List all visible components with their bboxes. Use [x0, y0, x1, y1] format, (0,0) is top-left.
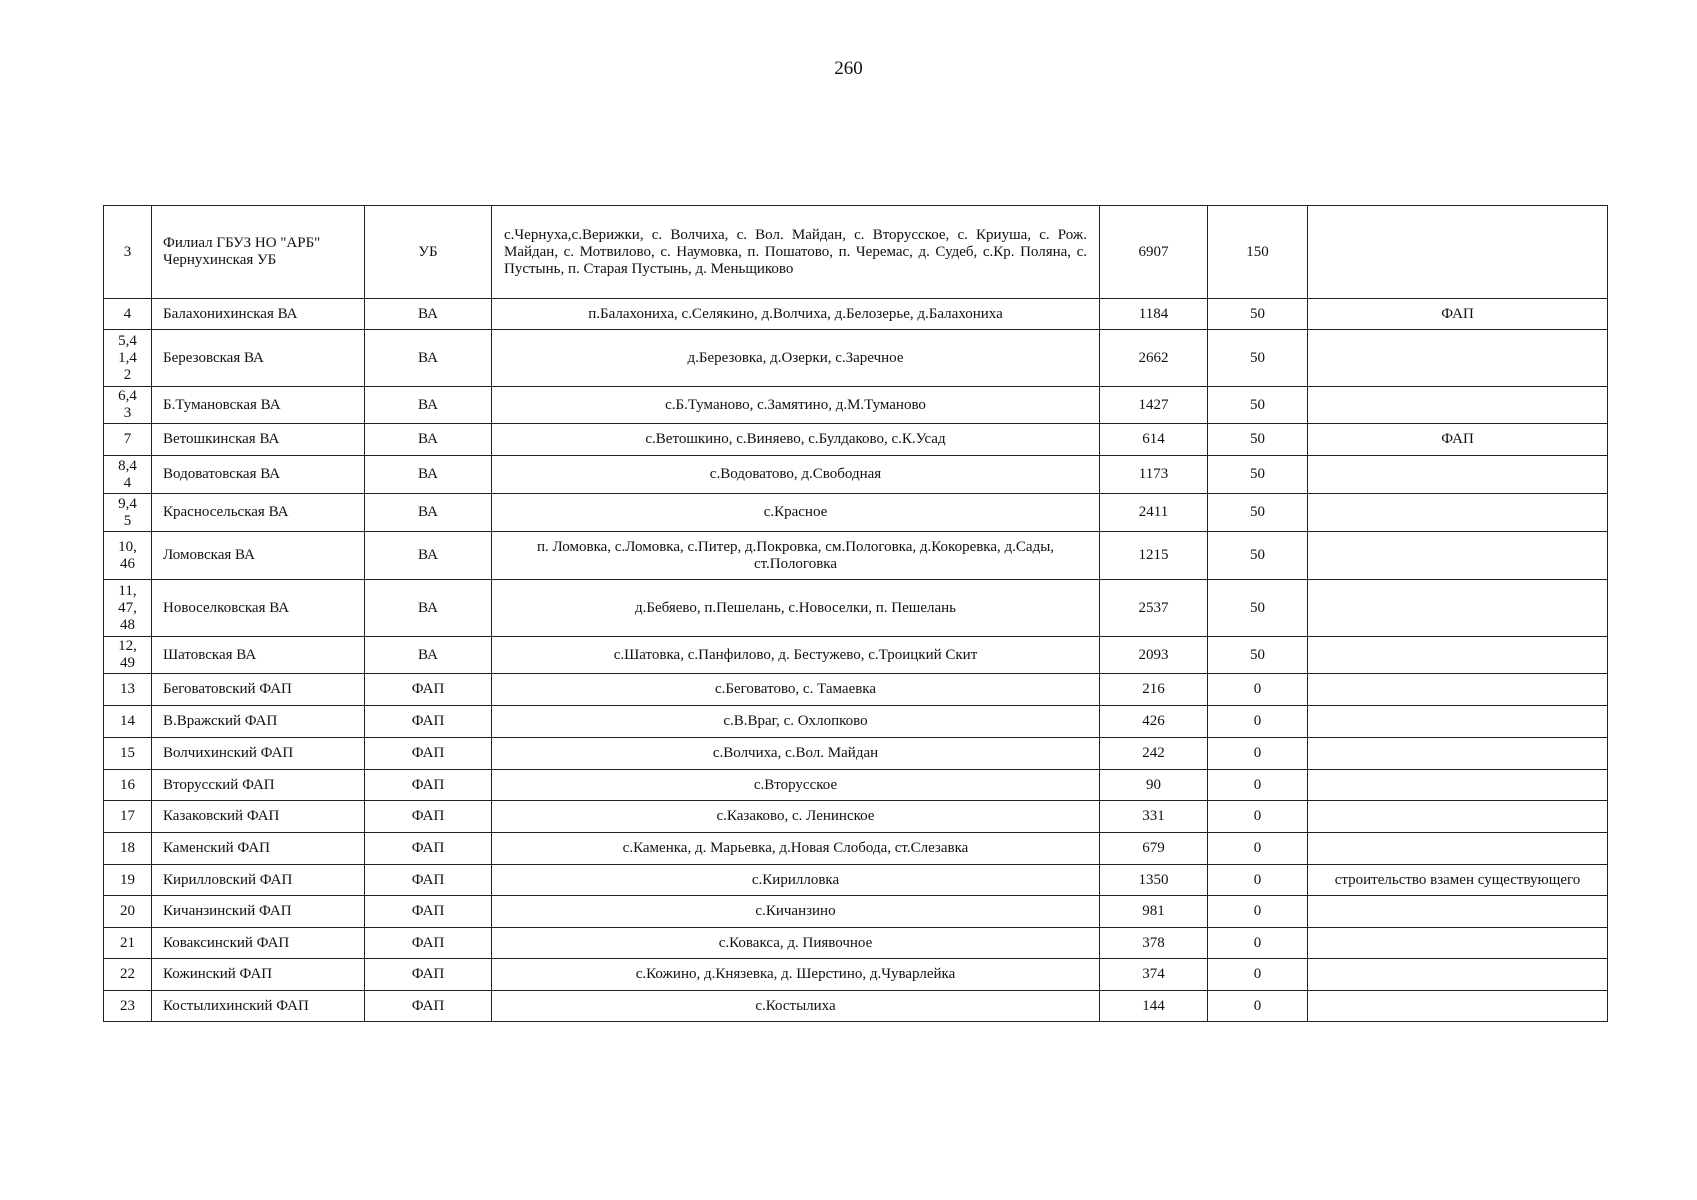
cell-facility-name — [152, 674, 365, 706]
cell-row-number — [104, 387, 152, 424]
cell-facility-type: ФАП — [365, 865, 492, 896]
cell-beds: 0 — [1208, 991, 1308, 1022]
cell-row-number — [104, 865, 152, 896]
cell-settlements: с.Ковакса, д. Пиявочное — [492, 928, 1100, 959]
facility-name-line: Березовская ВА — [163, 349, 264, 366]
cell-note: ФАП — [1308, 299, 1608, 330]
cell-settlements: с.Кирилловка — [492, 865, 1100, 896]
cell-note — [1308, 580, 1608, 637]
table-row — [104, 580, 1608, 637]
row-number-line: 23 — [120, 997, 135, 1014]
facility-name-line: Волчихинский ФАП — [163, 745, 294, 761]
cell-beds: 150 — [1208, 206, 1308, 299]
page-number: 260 — [834, 58, 863, 79]
table-row — [104, 387, 1608, 424]
row-number-line: 4 — [123, 474, 132, 491]
cell-population: 1427 — [1100, 387, 1208, 424]
cell-note — [1308, 738, 1608, 770]
row-number-line: 19 — [120, 871, 135, 888]
cell-beds: 0 — [1208, 738, 1308, 770]
cell-beds: 50 — [1208, 387, 1308, 424]
cell-facility-type: ВА — [365, 330, 492, 387]
cell-facility-name — [152, 833, 365, 865]
cell-note — [1308, 532, 1608, 580]
table-row — [104, 637, 1608, 674]
cell-population: 614 — [1100, 424, 1208, 456]
cell-beds: 50 — [1208, 299, 1308, 330]
cell-facility-type: ВА — [365, 387, 492, 424]
cell-row-number — [104, 206, 152, 299]
cell-note — [1308, 991, 1608, 1022]
table-row — [104, 532, 1608, 580]
cell-facility-name — [152, 456, 365, 494]
cell-row-number — [104, 896, 152, 928]
row-number-line: 3 — [123, 405, 132, 421]
cell-population: 216 — [1100, 674, 1208, 706]
cell-population: 1184 — [1100, 299, 1208, 330]
row-number-line: 11, — [118, 582, 137, 599]
table-row — [104, 674, 1608, 706]
cell-row-number — [104, 928, 152, 959]
cell-beds: 50 — [1208, 456, 1308, 494]
row-number-line: 14 — [120, 713, 135, 729]
cell-facility-type: ФАП — [365, 991, 492, 1022]
cell-facility-type: ВА — [365, 494, 492, 532]
cell-facility-type: УБ — [365, 206, 492, 299]
cell-population: 2662 — [1100, 330, 1208, 387]
table-row — [104, 206, 1608, 299]
cell-facility-name — [152, 991, 365, 1022]
cell-settlements: с.Казаково, с. Ленинское — [492, 801, 1100, 833]
table-row — [104, 928, 1608, 959]
row-number-line: 10, — [118, 538, 137, 555]
cell-note — [1308, 833, 1608, 865]
cell-population: 1350 — [1100, 865, 1208, 896]
cell-facility-type: ФАП — [365, 770, 492, 801]
cell-settlements: с.Кичанзино — [492, 896, 1100, 928]
facility-name-line: Филиал ГБУЗ НО "АРБ" — [163, 235, 321, 251]
row-number-line: 5,4 — [118, 332, 137, 349]
row-number-line: 2 — [123, 366, 132, 383]
cell-note — [1308, 896, 1608, 928]
table-row — [104, 494, 1608, 532]
row-number-line: 20 — [120, 903, 135, 919]
cell-settlements: с.Каменка, д. Марьевка, д.Новая Слобода, ст.Слезавка — [492, 833, 1100, 865]
facility-name-line: Костылихинский ФАП — [163, 997, 309, 1014]
facility-name-line: Водоватовская ВА — [163, 466, 281, 482]
cell-row-number — [104, 738, 152, 770]
row-number-line: 17 — [120, 808, 135, 824]
cell-facility-type: ФАП — [365, 959, 492, 991]
cell-beds: 50 — [1208, 637, 1308, 674]
row-number-line: 4 — [123, 305, 132, 322]
cell-facility-name — [152, 387, 365, 424]
facility-name-line: Вторусский ФАП — [163, 776, 275, 793]
cell-population: 374 — [1100, 959, 1208, 991]
cell-population: 679 — [1100, 833, 1208, 865]
cell-facility-name — [152, 637, 365, 674]
cell-row-number — [104, 424, 152, 456]
table-row — [104, 738, 1608, 770]
cell-facility-name — [152, 299, 365, 330]
table-body — [104, 206, 1608, 1022]
cell-population: 2093 — [1100, 637, 1208, 674]
cell-row-number — [104, 580, 152, 637]
cell-beds: 0 — [1208, 928, 1308, 959]
facility-name-line: В.Вражский ФАП — [163, 713, 278, 729]
facility-name-line: Чернухинская УБ — [163, 252, 277, 268]
cell-beds: 0 — [1208, 833, 1308, 865]
cell-beds: 50 — [1208, 494, 1308, 532]
cell-note — [1308, 330, 1608, 387]
cell-facility-name — [152, 532, 365, 580]
row-number-line: 9,4 — [118, 495, 137, 512]
cell-note — [1308, 206, 1608, 299]
cell-settlements: с.В.Враг, с. Охлопково — [492, 706, 1100, 738]
cell-settlements: с.Красное — [492, 494, 1100, 532]
cell-facility-name — [152, 801, 365, 833]
facility-name-line: Каменский ФАП — [163, 840, 270, 856]
cell-population: 242 — [1100, 738, 1208, 770]
cell-settlements: с.Водоватово, д.Свободная — [492, 456, 1100, 494]
facility-name-line: Кожинский ФАП — [163, 966, 273, 982]
table-row — [104, 991, 1608, 1022]
cell-population: 144 — [1100, 991, 1208, 1022]
cell-beds: 0 — [1208, 801, 1308, 833]
facility-name-line: Балахонихинская ВА — [163, 305, 298, 322]
row-number-line: 5 — [123, 512, 132, 529]
cell-settlements: с.Б.Туманово, с.Замятино, д.М.Туманово — [492, 387, 1100, 424]
cell-settlements: п.Балахониха, с.Селякино, д.Волчиха, д.Белозерье, д.Балахониха — [492, 299, 1100, 330]
table-row — [104, 959, 1608, 991]
cell-population: 90 — [1100, 770, 1208, 801]
cell-facility-name — [152, 896, 365, 928]
facility-name-line: Кичанзинский ФАП — [163, 903, 292, 919]
cell-row-number — [104, 833, 152, 865]
row-number-line: 21 — [120, 934, 135, 951]
cell-facility-type: ФАП — [365, 833, 492, 865]
facility-name-line: Казаковский ФАП — [163, 808, 280, 824]
table-row — [104, 865, 1608, 896]
cell-beds: 0 — [1208, 959, 1308, 991]
cell-facility-type: ВА — [365, 456, 492, 494]
table-row — [104, 424, 1608, 456]
cell-facility-name — [152, 424, 365, 456]
cell-facility-type: ФАП — [365, 738, 492, 770]
cell-row-number — [104, 330, 152, 387]
cell-population: 2411 — [1100, 494, 1208, 532]
row-number-line: 7 — [123, 431, 132, 447]
cell-beds: 0 — [1208, 770, 1308, 801]
row-number-line: 13 — [120, 681, 135, 697]
cell-facility-name — [152, 865, 365, 896]
cell-note: ФАП — [1308, 424, 1608, 456]
cell-facility-name — [152, 959, 365, 991]
table-row — [104, 330, 1608, 387]
table-row — [104, 706, 1608, 738]
facility-name-line: Беговатовский ФАП — [163, 681, 292, 697]
cell-note — [1308, 674, 1608, 706]
cell-population: 6907 — [1100, 206, 1208, 299]
facilities-table — [103, 205, 1608, 1022]
cell-row-number — [104, 494, 152, 532]
facility-name-line: Новоселковская ВА — [163, 599, 290, 616]
cell-settlements: с.Волчиха, с.Вол. Майдан — [492, 738, 1100, 770]
cell-row-number — [104, 299, 152, 330]
cell-settlements: с.Чернуха,с.Верижки, с. Волчиха, с. Вол. Майдан, с. Вторусское, с. Криуша, с. Рож. Майдан, с. Мотвилово, с. Наумовка, п. Пошатово, п. Черемас, д. Судеб, с.Кр. Поляна, с. Пустынь, п. Старая Пустынь, д. Меньщиково — [492, 206, 1100, 299]
cell-beds: 50 — [1208, 532, 1308, 580]
cell-row-number — [104, 991, 152, 1022]
facility-name-line: Коваксинский ФАП — [163, 934, 290, 951]
cell-population: 2537 — [1100, 580, 1208, 637]
cell-facility-type: ФАП — [365, 674, 492, 706]
cell-facility-type: ФАП — [365, 801, 492, 833]
table-row — [104, 833, 1608, 865]
row-number-line: 8,4 — [118, 457, 137, 474]
facility-name-line: Ломовская ВА — [163, 547, 255, 563]
cell-facility-name — [152, 706, 365, 738]
cell-note — [1308, 959, 1608, 991]
row-number-line: 46 — [120, 555, 135, 572]
facility-name-line: Б.Тумановская ВА — [163, 396, 281, 413]
cell-population: 981 — [1100, 896, 1208, 928]
cell-note — [1308, 801, 1608, 833]
cell-row-number — [104, 959, 152, 991]
cell-note — [1308, 928, 1608, 959]
cell-note — [1308, 387, 1608, 424]
cell-settlements: с.Беговатово, с. Тамаевка — [492, 674, 1100, 706]
cell-population: 378 — [1100, 928, 1208, 959]
cell-facility-name — [152, 580, 365, 637]
row-number-line: 22 — [120, 966, 135, 982]
cell-facility-type: ФАП — [365, 896, 492, 928]
cell-settlements: с.Кожино, д.Князевка, д. Шерстино, д.Чуварлейка — [492, 959, 1100, 991]
cell-population: 426 — [1100, 706, 1208, 738]
cell-facility-name — [152, 330, 365, 387]
cell-settlements: с.Вторусское — [492, 770, 1100, 801]
cell-facility-type: ВА — [365, 424, 492, 456]
table-row — [104, 801, 1608, 833]
cell-row-number — [104, 801, 152, 833]
facility-name-line: Шатовская ВА — [163, 646, 257, 663]
row-number-line: 47, — [118, 599, 137, 616]
table-row — [104, 770, 1608, 801]
cell-beds: 0 — [1208, 674, 1308, 706]
cell-beds: 0 — [1208, 896, 1308, 928]
row-number-line: 1,4 — [118, 349, 137, 366]
table-row — [104, 456, 1608, 494]
row-number-line: 12, — [118, 638, 137, 654]
row-number-line: 49 — [120, 655, 135, 671]
table-row — [104, 896, 1608, 928]
cell-note — [1308, 770, 1608, 801]
cell-facility-name — [152, 770, 365, 801]
row-number-line: 16 — [120, 776, 135, 793]
facility-name-line: Ветошкинская ВА — [163, 431, 280, 447]
facility-name-line: Кирилловский ФАП — [163, 871, 293, 888]
cell-facility-name — [152, 494, 365, 532]
cell-settlements: с.Шатовка, с.Панфилово, д. Бестужево, с.Троицкий Скит — [492, 637, 1100, 674]
cell-facility-type: ВА — [365, 532, 492, 580]
cell-settlements: п. Ломовка, с.Ломовка, с.Питер, д.Покровка, см.Пологовка, д.Кокоревка, д.Сады, ст.Пологовка — [492, 532, 1100, 580]
cell-settlements: д.Бебяево, п.Пешелань, с.Новоселки, п. Пешелань — [492, 580, 1100, 637]
cell-note — [1308, 637, 1608, 674]
cell-note — [1308, 706, 1608, 738]
cell-beds: 0 — [1208, 706, 1308, 738]
row-number-line: 6,4 — [118, 388, 137, 404]
cell-facility-name — [152, 928, 365, 959]
cell-facility-name — [152, 738, 365, 770]
cell-settlements: д.Березовка, д.Озерки, с.Заречное — [492, 330, 1100, 387]
cell-facility-name — [152, 206, 365, 299]
facility-name-line: Красносельская ВА — [163, 504, 289, 520]
table-row — [104, 299, 1608, 330]
cell-beds: 50 — [1208, 580, 1308, 637]
cell-note — [1308, 494, 1608, 532]
cell-row-number — [104, 637, 152, 674]
cell-row-number — [104, 532, 152, 580]
cell-facility-type: ВА — [365, 637, 492, 674]
cell-facility-type: ВА — [365, 299, 492, 330]
cell-population: 1215 — [1100, 532, 1208, 580]
cell-beds: 0 — [1208, 865, 1308, 896]
cell-note — [1308, 456, 1608, 494]
cell-settlements: с.Костылиха — [492, 991, 1100, 1022]
cell-row-number — [104, 674, 152, 706]
cell-beds: 50 — [1208, 330, 1308, 387]
cell-row-number — [104, 706, 152, 738]
row-number-line: 18 — [120, 840, 135, 856]
cell-note: строительство взамен существующего — [1308, 865, 1608, 896]
cell-facility-type: ФАП — [365, 928, 492, 959]
cell-facility-type: ФАП — [365, 706, 492, 738]
cell-population: 1173 — [1100, 456, 1208, 494]
cell-beds: 50 — [1208, 424, 1308, 456]
row-number-line: 48 — [120, 616, 135, 633]
row-number-line: 3 — [123, 243, 132, 260]
cell-population: 331 — [1100, 801, 1208, 833]
cell-settlements: с.Ветошкино, с.Виняево, с.Булдаково, с.К.Усад — [492, 424, 1100, 456]
row-number-line: 15 — [120, 745, 135, 761]
cell-row-number — [104, 770, 152, 801]
cell-facility-type: ВА — [365, 580, 492, 637]
cell-row-number — [104, 456, 152, 494]
